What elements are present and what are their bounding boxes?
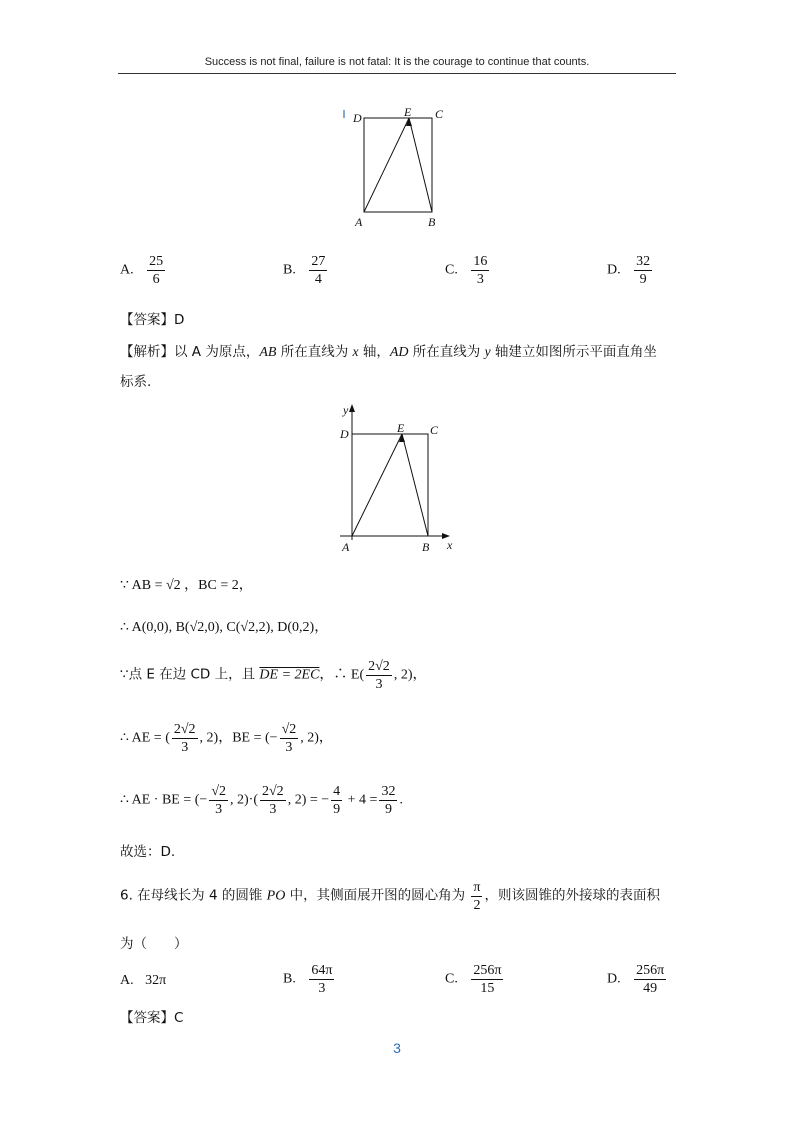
fig1-label-D: D <box>353 111 362 125</box>
q5-option-b[interactable]: B. $\frac{27}{4}$ <box>283 254 326 287</box>
fig1-label-E: E <box>404 105 412 119</box>
q5-option-c[interactable]: C. $\frac{16}{3}$ <box>445 254 488 287</box>
step-given: ∵ AB = √2 ，BC = 2， <box>120 578 253 593</box>
page-number: 3 <box>393 1040 401 1056</box>
analysis-line1: 【解析】以 A 为原点，AB 所在直线为 x 轴，AD 所在直线为 y 轴建立如图所示平面直角坐 <box>120 344 657 360</box>
step-dot-product: ∴ AE · BE = (− $\frac{√2}{3}$ , 2)·( $\frac{2√2}{3}$ , 2) = − $\frac{4}{9}$ + 4 = $\frac{32}{9}$ . <box>120 784 403 817</box>
q5-option-a[interactable]: A. $\frac{25}{6}$ <box>120 254 164 287</box>
step-point-e: ∵点 E 在边 CD 上，且 DE = 2EC，∴ E( $\frac{2√2}{3}$ , 2)， <box>120 659 427 692</box>
q5-option-d[interactable]: D. $\frac{32}{9}$ <box>607 254 651 287</box>
fig1-label-B: B <box>428 215 436 229</box>
fig2-label-E: E <box>397 421 405 435</box>
q6-stem-line2: 为（ ） <box>120 936 188 952</box>
q6-stem-line1: 6. 在母线长为 4 的圆锥 PO 中，其侧面展开图的圆心角为 $\frac{\pi}{2}$ ，则该圆锥的外接球的表面积 <box>120 880 660 913</box>
q6-option-b[interactable]: B. $\frac{64\pi}{3}$ <box>283 963 333 996</box>
analysis-line2: 标系. <box>120 374 152 390</box>
fig2-label-D: D <box>340 427 349 441</box>
fig1-label-C: C <box>435 107 444 121</box>
fig2-label-C: C <box>430 423 439 437</box>
header-quote: Success is not final, failure is not fatal: It is the courage to continue that counts. <box>204 56 590 68</box>
q5-answer: 【答案】D <box>120 312 185 328</box>
fig2-label-A: A <box>342 540 350 554</box>
step-coordinates: ∴ A(0,0), B(√2,0), C(√2,2), D(0,2)， <box>120 620 329 635</box>
q6-answer: 【答案】C <box>120 1010 184 1026</box>
fig2-label-B: B <box>422 540 430 554</box>
q6-option-d[interactable]: D. $\frac{256\pi}{49}$ <box>607 963 665 996</box>
step-vectors: ∴ AE = ( $\frac{2√2}{3}$ , 2)，BE = (− $\frac{√2}{3}$ , 2)， <box>120 722 333 755</box>
fig2-label-x: x <box>447 538 453 552</box>
q5-choose: 故选：D. <box>120 844 176 860</box>
q6-option-a[interactable]: A. 32π <box>120 973 167 988</box>
header-divider <box>118 73 676 74</box>
figure-rectangle-triangle <box>340 104 450 230</box>
q6-option-c[interactable]: C. $\frac{256\pi}{15}$ <box>445 963 502 996</box>
figure-coordinate-system <box>336 400 460 556</box>
fig2-label-y: y <box>343 403 349 417</box>
fig1-label-A: A <box>355 215 363 229</box>
